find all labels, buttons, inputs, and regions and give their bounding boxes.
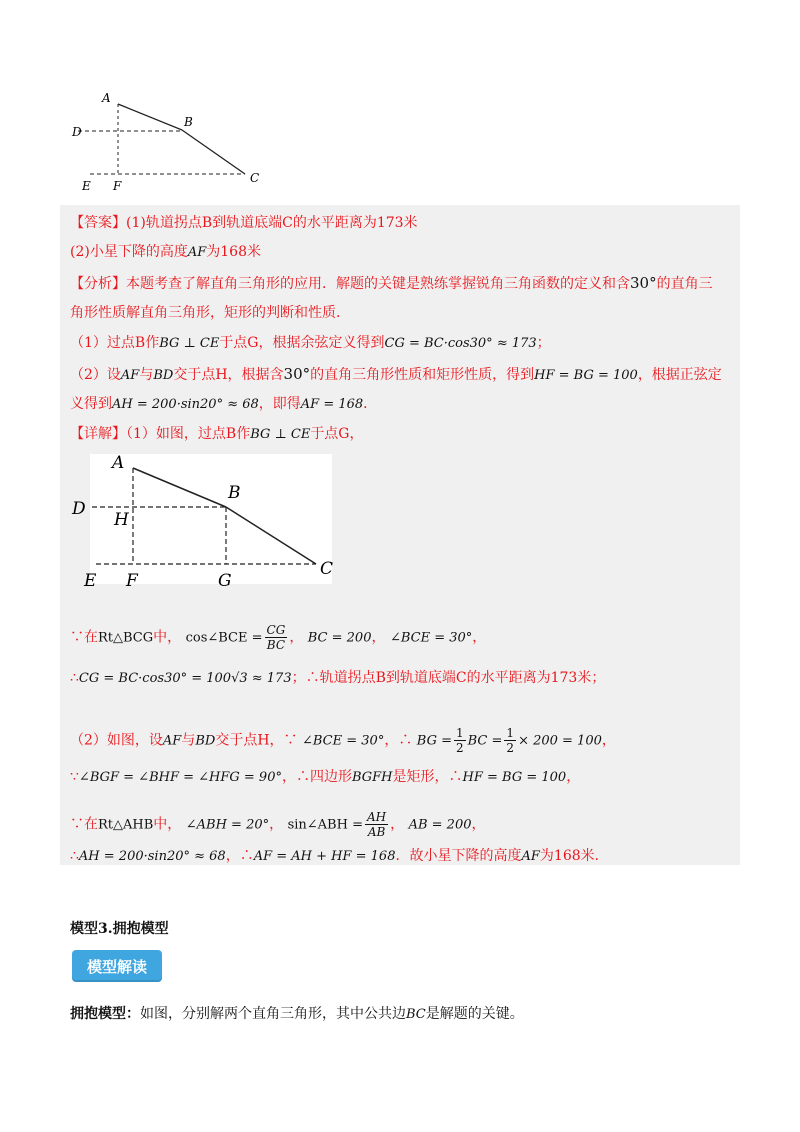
label-E: E xyxy=(82,179,91,193)
fig2-label-B: B xyxy=(228,483,241,503)
answer-line-2: (2)小星下降的高度AF为168米 xyxy=(70,244,261,260)
figure-1-diagram xyxy=(60,88,280,198)
fig2-label-F: F xyxy=(126,571,138,590)
fig2-label-C: C xyxy=(320,559,334,579)
detail-step-4: ∵∠BGF = ∠BHF = ∠HFG = 90°，∴四边形BGFH是矩形，∴HF = BG = 100， xyxy=(70,769,581,785)
analysis-line-1: 【分析】本题考查了解直角三角形的应用．解题的关键是熟练掌握锐角三角函数的定义和含30°的直角三 xyxy=(70,274,713,292)
detail-step-2: ∴CG = BC·cos30° = 100√3 ≈ 173；∴轨道拐点B到轨道底端C的水平距离为173米； xyxy=(70,670,606,686)
fig2-label-D: D xyxy=(72,499,86,519)
detail-header: 【详解】（1）如图，过点B作BG ⊥ CE于点G， xyxy=(70,426,364,442)
model-interpretation-badge: 模型解读 xyxy=(72,950,162,982)
analysis-line-2: 角形性质解直角三角形，矩形的判断和性质． xyxy=(70,305,350,321)
figure-2-container xyxy=(70,448,338,590)
label-A: A xyxy=(102,91,111,105)
analysis-point-1: （1）过点B作BG ⊥ CE于点G，根据余弦定义得到CG = BC·cos30° ≈ 173； xyxy=(70,335,551,351)
analysis-point-2: （2）设AF与BD交于点H，根据含30°的直角三角形性质和矩形性质，得到HF = BG = 100，根据正弦定 xyxy=(70,365,722,383)
label-B: B xyxy=(184,115,193,129)
analysis-point-3: 义得到AH = 200·sin20° ≈ 68，即得AF = 168． xyxy=(70,396,378,412)
label-D: D xyxy=(72,125,82,139)
answer-line-1: 【答案】(1)轨道拐点B到轨道底端C的水平距离为173米 xyxy=(70,215,418,231)
fig2-label-A: A xyxy=(112,453,125,473)
fig2-label-E: E xyxy=(84,571,97,590)
detail-step-3: （2）如图，设AF与BD交于点H，∵ ∠BCE = 30°，∴ BG = $\frac{1}{2}$ BC = $\frac{1}{2}$ × 200 = 100， xyxy=(70,726,616,755)
model-3-summary: 拥抱模型：如图，分别解两个直角三角形，其中公共边BC是解题的关键。 xyxy=(70,1006,524,1022)
detail-step-5: ∵在Rt△AHB中， ∠ABH = 20°， sin∠ABH = $\frac{AH}{AB}$ ， AB = 200， xyxy=(70,810,486,839)
fig2-label-H: H xyxy=(114,510,129,530)
fig2-label-G: G xyxy=(218,571,232,590)
detail-step-6: ∴AH = 200·sin20° ≈ 68，∴AF = AH + HF = 168．故小星下降的高度AF为168米． xyxy=(70,848,609,864)
label-F: F xyxy=(113,179,122,193)
figure-2-diagram xyxy=(70,448,338,590)
label-C: C xyxy=(250,171,260,185)
model-3-heading: 模型3.拥抱模型 xyxy=(70,921,169,937)
detail-step-1: ∵在Rt△BCG中， cos∠BCE = $\frac{CG}{BC}$ ， BC = 200， ∠BCE = 30°， xyxy=(70,623,487,652)
